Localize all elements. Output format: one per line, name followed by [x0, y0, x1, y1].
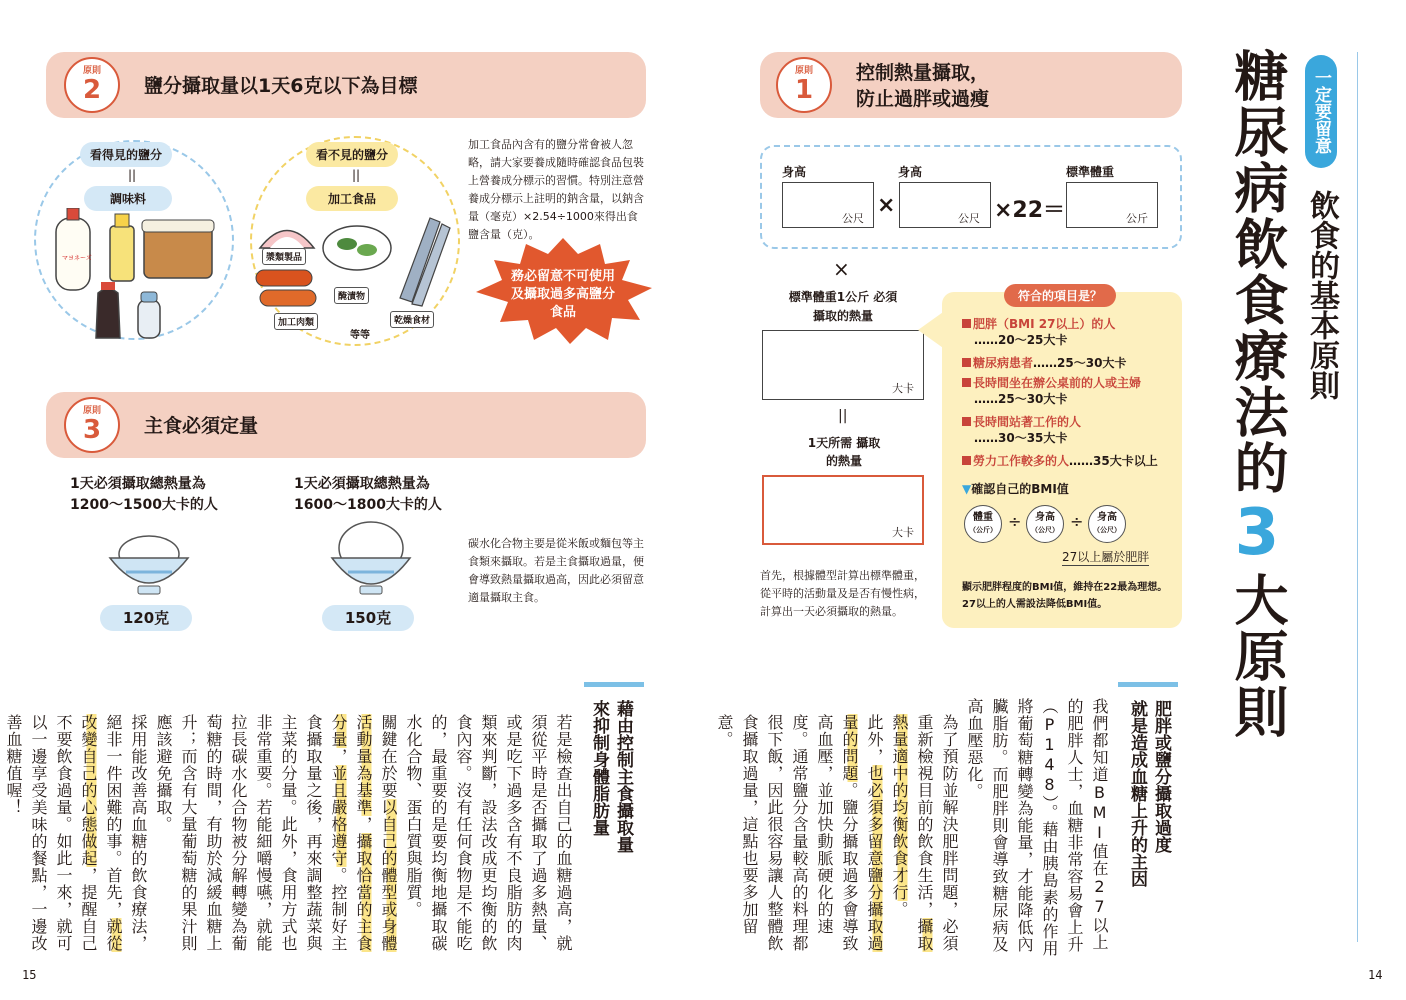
left-p3-highlight: 就從改變自己的心態做起 — [79, 714, 123, 952]
bmi-height-unit-1: （公尺） — [1031, 526, 1059, 534]
right-p2b: 。 — [890, 901, 909, 918]
bmi-note: 顯示肥胖程度的BMI值，維持在22最為理想。27以上的人需設法降低BMI值。 — [962, 582, 1168, 610]
rice-group2-label: 1天必須攝取總熱量為 1600～1800大卡的人 — [294, 476, 442, 513]
right-section-body — [715, 698, 1112, 960]
right-p2-highlight: 攝取熱量適中的均衡飲食才行 — [890, 714, 934, 952]
left-p2 — [151, 698, 401, 960]
soy-sauce-icon — [96, 282, 120, 338]
unit-kg: 公斤 — [1126, 212, 1148, 225]
panel-item-3-label: 長時間坐在辦公桌前的人或主婦 — [973, 376, 1142, 390]
unit-m-1: 公尺 — [842, 212, 864, 225]
principle1-title-line1: 控制熱量攝取， — [856, 62, 990, 84]
left-p2c: ， — [329, 748, 348, 765]
unit-m-2: 公尺 — [958, 212, 980, 225]
panel-item-1-label: 肥胖（BMI 27以上）的人 — [973, 317, 1116, 331]
visible-salt-item: 調味料 — [84, 186, 172, 211]
right-p2 — [887, 698, 962, 960]
principle3-badge-number: 3 — [82, 415, 102, 445]
cross-operator: × — [833, 257, 850, 281]
principle1-badge-label: 原則 — [794, 66, 813, 76]
condiments-illustration — [48, 208, 223, 343]
times22-operator: ×22＝ — [994, 198, 1066, 223]
fishcake-icon — [260, 231, 314, 249]
principle2-badge-label: 原則 — [82, 66, 101, 76]
processed-food-illustration — [252, 208, 457, 328]
pickles-icon — [323, 226, 391, 270]
right-p3-highlight: 也必須多留意鹽分攝取過量的問題 — [840, 714, 884, 952]
divide-2: ÷ — [1070, 512, 1084, 531]
tag-dried-food: 乾燥食材 — [390, 311, 434, 328]
right-p1: 我們都知道BMI值在27以上的肥胖人士，血糖非常容易會上升（P148）。藉由胰島素的作用將葡萄糖轉變為能量，才能降低內臟脂肪。而肥胖則會導致糖尿病及高血壓惡化。 — [965, 698, 1109, 957]
equals-sign: || — [838, 408, 848, 424]
salt-shaker-icon — [138, 292, 160, 338]
panel-item-5-label: 勞力工作較多的人 — [973, 454, 1070, 468]
panel-item-2-value: ……25～30大卡 — [1033, 356, 1127, 370]
right-section-rule — [1118, 682, 1178, 687]
rice-group1-label: 1天必須攝取總熱量為 1200～1500大卡的人 — [70, 476, 218, 513]
panel-item-1 — [962, 316, 1115, 348]
tag-processed-meat: 加工肉類 — [274, 313, 318, 330]
invisible-salt-item: 加工食品 — [306, 186, 398, 211]
left-section-body — [4, 698, 576, 960]
principle2-badge — [64, 57, 120, 113]
page-title-end: 大原則 — [1226, 572, 1289, 740]
page-title-number: 3 — [1220, 496, 1294, 572]
principle3-title: 主食必須定量 — [144, 415, 259, 437]
principle3-badge-label: 原則 — [82, 406, 101, 416]
bullet-square-icon — [962, 378, 971, 387]
left-p2a: 關鍵在於要 — [379, 714, 398, 799]
right-p3b: 。鹽分攝取過多會導致高血壓，並加快動脈硬化的速度。通常鹽分含量較高的料理都很下飯，因此很容易讓人整體飲食攝取過量，這點也要多加留意。 — [715, 714, 859, 952]
bmi-heading-text: 確認自己的BMI值 — [971, 482, 1069, 496]
panel-item-1-value: ……20～25大卡 — [974, 333, 1068, 347]
bmi-weight-text: 體重 — [973, 512, 993, 523]
left-p2-highlight2: 攝取恰當的主食分量 — [329, 714, 373, 952]
principle2-badge-number: 2 — [82, 75, 102, 105]
panel-item-3 — [962, 375, 1141, 407]
visible-equals: || — [128, 168, 137, 182]
height-label-2: 身高 — [898, 165, 923, 179]
principle1-title-line2: 防止過胖或過瘦 — [856, 88, 990, 110]
panel-item-4-value: ……30～35大卡 — [974, 431, 1068, 445]
gram-120: 120克 — [100, 605, 192, 631]
bmi-height-unit-2: （公尺） — [1093, 526, 1121, 534]
bmi-height-circle-1 — [1026, 505, 1064, 543]
divide-1: ÷ — [1008, 512, 1022, 531]
mayo-label: マヨネーズ — [62, 255, 92, 262]
bullet-square-icon — [962, 358, 971, 367]
bmi-weight-unit: （公斤） — [969, 526, 997, 534]
right-page-number: 14 — [1368, 968, 1383, 982]
panel-head: 符合的項目是？ — [1004, 284, 1116, 307]
unit-kcal-2: 大卡 — [892, 526, 914, 539]
page-title — [1220, 48, 1294, 748]
left-page-number: 15 — [22, 968, 37, 982]
bmi-height-text-1: 身高 — [1035, 512, 1055, 523]
must-note-tag: 一定要留意 — [1305, 55, 1337, 168]
principle1-badge — [776, 57, 832, 113]
panel-pointer — [918, 310, 946, 350]
principle1-badge-number: 1 — [794, 75, 814, 105]
down-triangle-icon: ▼ — [962, 482, 972, 496]
right-p3 — [712, 698, 887, 960]
left-p2d: 。控制好主食攝取量之後，再來調整蔬菜與主菜的分量。此外，食用方式也非常重要。若能細嚼慢嚥，就能拉長碳水化合物被分解轉變為葡萄糖的時間，有助於減緩血糖上升；而含有大量葡萄糖的果汁則應該避免攝取。 — [154, 714, 348, 952]
left-section-heading2: 來抑制身體脂肪量 — [589, 700, 609, 836]
tag-pickles: 醃漬物 — [334, 287, 369, 304]
times-operator: × — [877, 193, 896, 218]
page-title-text: 糖尿病飲食療法的 — [1226, 48, 1289, 496]
std-weight-label: 標準體重 — [1066, 165, 1115, 179]
principle2-title: 鹽分攝取量以1天6克以下為目標 — [144, 75, 418, 97]
right-section-heading2: 就是造成血糖上升的主因 — [1127, 700, 1147, 887]
bullet-square-icon — [962, 456, 971, 465]
right-section-heading1: 肥胖或鹽分攝取過度 — [1151, 700, 1171, 853]
left-p3 — [1, 698, 151, 960]
panel-item-5-value: ……35大卡以上 — [1069, 454, 1158, 468]
kcal-per-kg-label: 標準體重1公斤 必須攝取的熱量 — [788, 290, 898, 323]
bullet-square-icon — [962, 319, 971, 328]
formula-paragraph: 首先，根據體型計算出標準體重，從平時的活動量及是否有慢性病，計算出一天必須攝取的熱量。 — [760, 569, 925, 618]
tag-fishcake: 漿類製品 — [262, 248, 306, 265]
right-margin-line — [1357, 52, 1358, 942]
invisible-equals: || — [352, 168, 361, 182]
salt-paragraph: 加工食品內含有的鹽分常會被人忽略，請大家要養成隨時確認食品包裝上營養成分標示的習慣。特別注意營養成分標示上註明的鈉含量，以鈉含量（毫克）×2.54÷1000來得出食鹽含量（克）。 — [468, 138, 644, 241]
visible-salt-label: 看得見的鹽分 — [80, 142, 172, 167]
obese-threshold: 27以上屬於肥胖 — [1062, 550, 1150, 564]
carb-paragraph: 碳水化合物主要是從米飯或麵包等主食類來攝取。若是主食攝取過量，便會導致熱量攝取過高，因此必須留意適量攝取主食。 — [468, 537, 644, 604]
invisible-salt-label: 看不見的鹽分 — [306, 142, 398, 167]
panel-item-3-value: ……25～30大卡 — [974, 392, 1068, 406]
oil-bottle-icon — [110, 214, 134, 281]
left-p3b: ，提醒自己不要飲食過量。如此一來，就可以一邊享受美味的餐點，一邊改善血糖值喔！ — [4, 714, 98, 952]
right-p2a: 為了預防並解決肥胖問題，必須重新檢視目前的飲食生活， — [915, 714, 959, 952]
left-p2-highlight1: 以自己的體型或身體活動量為基準 — [354, 714, 398, 952]
mayonnaise-bottle-icon — [56, 208, 92, 290]
left-p2-highlight3: 並且嚴格遵守 — [329, 765, 348, 867]
tag-etc: 等等 — [350, 330, 370, 341]
principle3-banner — [46, 392, 646, 458]
sausage-icon — [256, 270, 316, 306]
height-label-1: 身高 — [782, 165, 807, 179]
panel-item-4-label: 長時間站著工作的人 — [973, 415, 1082, 429]
bmi-height-text-2: 身高 — [1097, 512, 1117, 523]
miso-container-icon — [142, 220, 214, 278]
left-p1: 若是檢查出自己的血糖過高，就須從平時是否攝取了過多熱量、或是吃下過多含有不良脂肪的肉類來判斷，設法改成更均衡的飲食內容。沒有任何食物是不能吃的，最重要的是要均衡地攝取碳水化合物、蛋白質與脂質。 — [404, 714, 573, 952]
gram-150: 150克 — [322, 605, 414, 631]
left-p3a: 採用能改善高血糖的飲食療法，絕非一件困難的事。首先， — [104, 714, 148, 952]
bmi-heading — [962, 481, 1069, 497]
panel-item-2 — [962, 355, 1126, 371]
left-p2b: ， — [354, 816, 373, 833]
rice-bowl-large-icon — [328, 518, 414, 600]
rice-bowl-small-icon — [106, 528, 192, 600]
left-section-heading1: 藉由控制主食攝取量 — [613, 700, 633, 853]
unit-kcal-1: 大卡 — [892, 382, 914, 395]
daily-kcal-label: 1天所需 攝取的熱量 — [807, 436, 881, 468]
warning-text: 務必留意不可使用及攝取過多高鹽分食品 — [510, 269, 615, 320]
bullet-square-icon — [962, 417, 971, 426]
panel-item-5 — [962, 453, 1158, 469]
panel-item-2-label: 糖尿病患者 — [973, 356, 1034, 370]
panel-item-4 — [962, 414, 1081, 446]
bmi-height-circle-2 — [1088, 505, 1126, 543]
right-p3a: 此外， — [865, 714, 884, 765]
bmi-weight-circle — [964, 505, 1002, 543]
page-subtitle: 飲食的基本原則 — [1304, 190, 1339, 400]
principle3-badge — [64, 397, 120, 453]
dried-fish-icon — [400, 218, 450, 306]
left-section-rule — [584, 682, 644, 687]
